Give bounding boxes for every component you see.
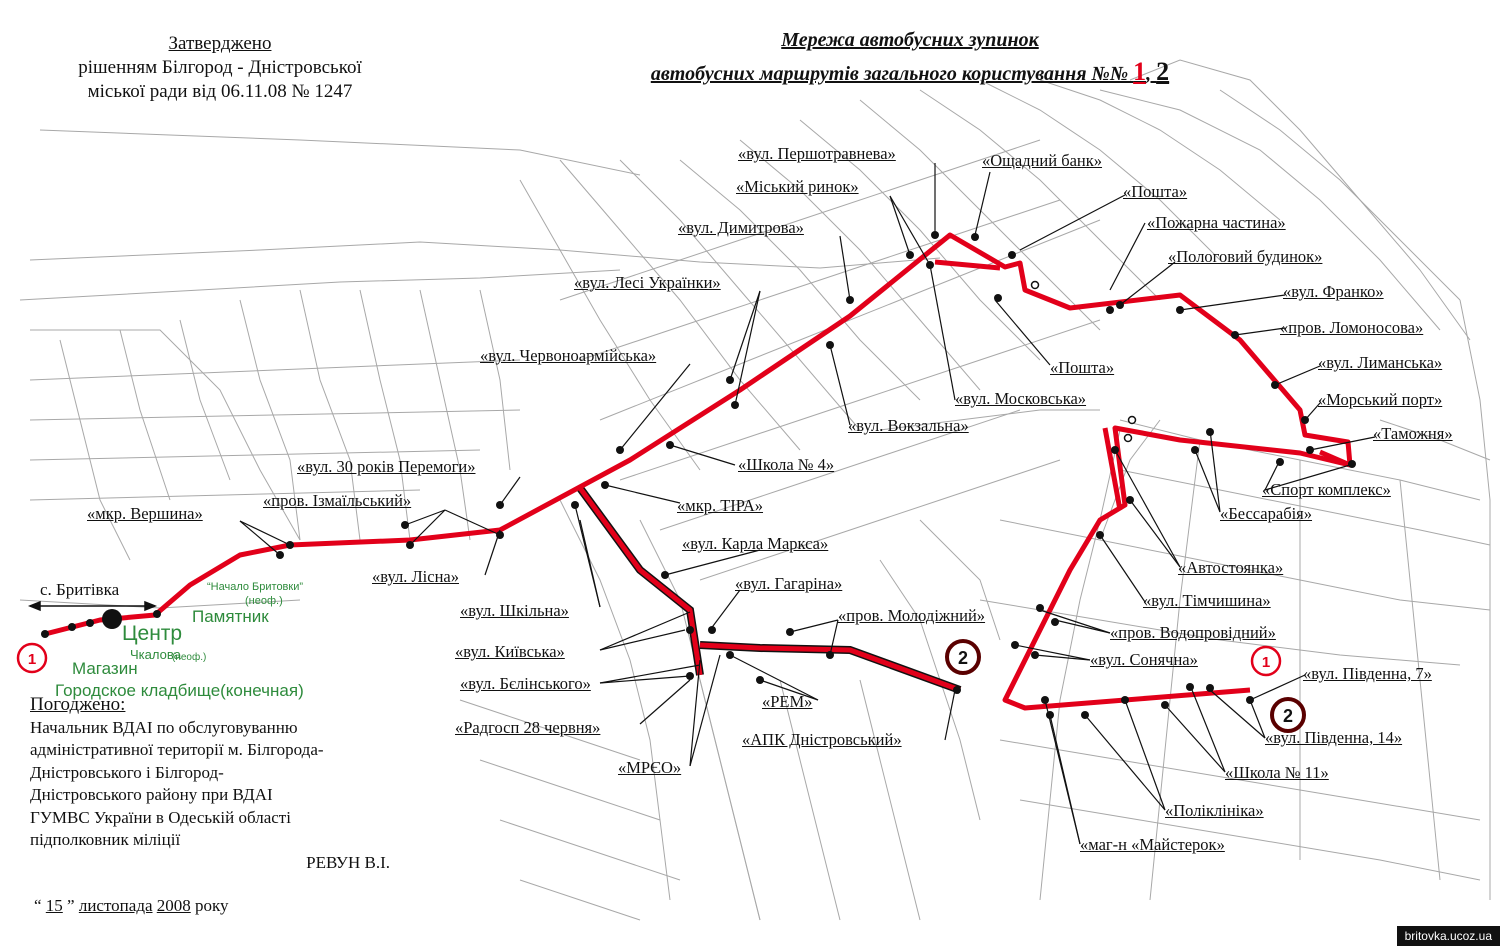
approval-title: Затверджено (168, 33, 272, 54)
stop-label: «вул. Димитрова» (678, 218, 804, 237)
signature: РЕВУН В.І. (306, 852, 390, 872)
svg-text:2: 2 (957, 648, 969, 668)
stop-label: «пров. Ломоносова» (1280, 318, 1424, 337)
stop-label: «АПК Дністровський» (742, 730, 902, 749)
stop-label: «маг-н «Майстерок» (1080, 835, 1225, 854)
stop-label: «РЕМ» (762, 692, 813, 711)
stop-label: «Морський порт» (1318, 390, 1443, 409)
britivka-label: с. Бритівка (40, 580, 120, 599)
date-line (34, 896, 229, 916)
approval-line-3: міської ради від 06.11.08 № 1247 (87, 81, 353, 102)
stop-label: «Радгосп 28 червня» (455, 718, 601, 737)
title-line-2 (650, 57, 1170, 86)
stop-label: «вул. Південна, 14» (1265, 728, 1403, 747)
stop-label: «пров. Молодіжний» (838, 606, 986, 625)
stop-label: «вул. Червоноармійська» (480, 346, 657, 365)
agreement-line-3: Дністровського і Білгород- (30, 762, 224, 782)
svg-text:1: 1 (1261, 654, 1271, 671)
stop-label: «Ощадний банк» (982, 151, 1103, 170)
date-quote-open: “ (34, 896, 46, 915)
title-prefix: автобусних маршрутів загального користування №№ (650, 63, 1134, 85)
stop-label: «Автостоянка» (1178, 558, 1284, 577)
agreement-line-1: Начальник ВДАІ по обслуговуванню (30, 717, 298, 737)
date-year: 2008 (156, 896, 191, 915)
stop-label: «Бессарабія» (1220, 504, 1313, 523)
agreement-block (30, 694, 430, 874)
site-watermark[interactable]: britovka.ucoz.ua (1397, 926, 1500, 946)
title-sep: , (1146, 63, 1157, 85)
stop-label: «вул. Першотравнева» (738, 144, 896, 163)
date-day: 15 (45, 896, 63, 915)
stop-label: «Пологовий будинок» (1168, 247, 1323, 266)
stop-label: «мкр. Вершина» (87, 504, 203, 523)
title-line-1: Мережа автобусних зупинок (781, 29, 1039, 51)
stop-label: «МРЄО» (618, 758, 682, 777)
stop-label: «мкр. ТІРА» (677, 496, 764, 515)
green-label: Центр (122, 622, 183, 645)
stop-label: «вул. Лесі Українки» (574, 273, 721, 292)
stop-label: «вул. Київська» (455, 642, 565, 661)
stop-label: «вул. Вокзальна» (848, 416, 969, 435)
stop-label: «вул. Сонячна» (1090, 650, 1198, 669)
title-route-2: 2 (1156, 57, 1170, 86)
date-suffix: року (190, 896, 229, 915)
green-label: Чкалова (130, 647, 181, 662)
green-label: Памятник (192, 607, 269, 626)
agreement-line-5: ГУМВС України в Одеській області (30, 807, 291, 827)
stop-label: «Пошта» (1123, 182, 1188, 201)
date-month: листопада (78, 896, 153, 915)
agreement-line-2: адміністративної території м. Білгорода- (30, 740, 324, 759)
approval-block (30, 32, 410, 104)
stop-label: «Спорт комплекс» (1262, 480, 1391, 499)
stop-label: «вул. Лісна» (372, 567, 459, 586)
stop-label: «вул. Московська» (955, 389, 1087, 408)
stop-label: «Міський ринок» (736, 177, 859, 196)
title-route-1: 1 (1133, 57, 1147, 86)
stop-label: «вул. Лиманська» (1318, 353, 1443, 372)
stop-label: «вул. 30 років Перемоги» (297, 457, 476, 476)
svg-text:2: 2 (1282, 706, 1294, 726)
stop-label: «Пошта» (1050, 358, 1115, 377)
green-label: “Начало Бритовки” (207, 581, 304, 593)
date-quote-close: ” (62, 896, 79, 915)
britivka-arrow (30, 602, 155, 610)
stop-label: «Таможня» (1373, 424, 1453, 443)
green-label: Магазин (72, 659, 138, 678)
stop-label: «Школа № 4» (738, 455, 835, 474)
svg-text:1: 1 (27, 651, 37, 668)
green-label: (неоф.) (172, 652, 207, 663)
stop-label: «вул. Тімчишина» (1143, 591, 1271, 610)
approval-line-2: рішенням Білгород - Дністровської (78, 57, 362, 78)
agreement-line-6: підполковник міліції (30, 830, 181, 849)
stop-label: «Школа № 11» (1225, 763, 1329, 782)
stop-label: «вул. Гагаріна» (735, 574, 843, 593)
stop-label: «вул. Бєлінського» (460, 674, 591, 693)
stop-label: «Пожарна частина» (1147, 213, 1286, 232)
stop-label: «пров. Ізмаїльський» (263, 491, 412, 510)
stop-label: «вул. Південна, 7» (1303, 664, 1432, 683)
stop-label: «Поліклініка» (1165, 801, 1264, 820)
stop-label: «вул. Шкільна» (460, 601, 569, 620)
stop-label: «вул. Карла Маркса» (682, 534, 829, 553)
green-label: Городское кладбище(конечная) (55, 681, 304, 700)
agreement-title: Погоджено: (30, 694, 126, 715)
stop-label: «вул. Франко» (1283, 282, 1384, 301)
agreement-line-4: Дністровського району при ВДАІ (30, 785, 273, 804)
map-title (560, 24, 1260, 90)
stop-label: «пров. Водопровідний» (1110, 623, 1276, 642)
green-label: (неоф.) (245, 595, 283, 607)
